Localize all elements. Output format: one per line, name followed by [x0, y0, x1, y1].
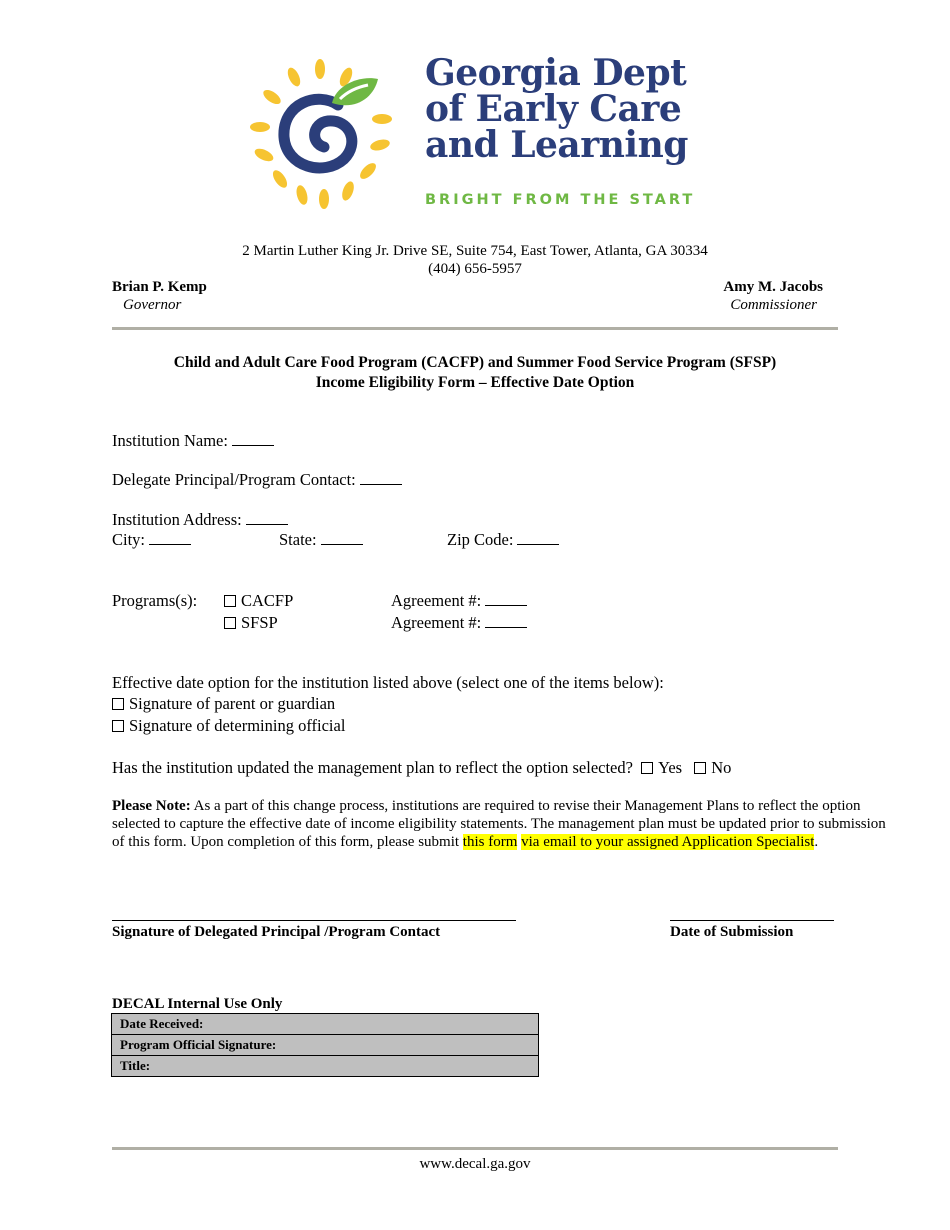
footer-divider	[112, 1147, 838, 1150]
date-label: Date of Submission	[670, 924, 794, 940]
plan-question: Has the institution updated the management plan to reflect the option selected?	[112, 758, 633, 777]
internal-table	[111, 1013, 539, 1077]
please-note	[112, 797, 887, 851]
delegate-blank[interactable]	[360, 471, 402, 485]
internal-date-received: Date Received:	[112, 1014, 539, 1035]
option-parent-label: Signature of parent or guardian	[129, 694, 336, 713]
effective-prompt: Effective date option for the institution listed above (select one of the items below):	[112, 673, 664, 692]
cacfp-agreement-blank[interactable]	[485, 592, 527, 606]
program-sfsp-option[interactable]	[224, 613, 278, 633]
delegate-label: Delegate Principal/Program Contact:	[112, 470, 356, 489]
sfsp-checkbox[interactable]	[224, 617, 236, 629]
address-label: Institution Address:	[112, 510, 242, 529]
phone: (404) 656-5957	[428, 261, 522, 277]
state-blank[interactable]	[321, 531, 363, 545]
tagline: BRIGHT FROM THE START	[425, 192, 696, 208]
institution-name-label: Institution Name:	[112, 431, 228, 450]
address: 2 Martin Luther King Jr. Drive SE, Suite 754, East Tower, Atlanta, GA 30334	[242, 243, 708, 259]
note-label: Please Note:	[112, 798, 191, 814]
yes-label: Yes	[658, 758, 683, 777]
form-title-line1: Child and Adult Care Food Program (CACFP) and Summer Food Service Program (SFSP)	[173, 354, 777, 371]
yes-checkbox[interactable]	[641, 762, 653, 774]
parent-checkbox[interactable]	[112, 698, 124, 710]
address-field[interactable]	[112, 510, 288, 530]
note-text: As a part of this change process, institutions are required to revise their Management Plans to reflect the option selected to capture the effective date of income eligibility statements. The management plan must be updated prior to submission of this form. Upon completion of this form, please submit	[112, 798, 886, 850]
programs-label: Programs(s):	[112, 591, 198, 610]
zip-label: Zip Code:	[447, 530, 514, 549]
yes-option[interactable]	[641, 758, 682, 777]
table-row	[112, 1056, 539, 1077]
delegate-field[interactable]	[112, 470, 402, 490]
header-divider	[112, 327, 838, 330]
cacfp-checkbox[interactable]	[224, 595, 236, 607]
cacfp-agreement-field[interactable]	[391, 591, 527, 611]
note-highlight-form: this form	[462, 834, 518, 850]
sfsp-label: SFSP	[241, 613, 278, 632]
signature-line[interactable]	[112, 920, 516, 921]
decal-logo	[240, 52, 712, 215]
state-field[interactable]	[279, 530, 363, 550]
internal-title: Title:	[112, 1056, 539, 1077]
agreement-label: Agreement #:	[391, 591, 482, 610]
plan-question-row	[112, 758, 731, 778]
form-title-line2: Income Eligibility Form – Effective Date Option	[315, 374, 635, 391]
institution-name-field[interactable]	[112, 431, 274, 451]
table-row	[112, 1014, 539, 1035]
sfsp-agreement-field[interactable]	[391, 613, 527, 633]
option-official-label: Signature of determining official	[129, 716, 346, 735]
signature-label: Signature of Delegated Principal /Program Contact	[112, 924, 441, 940]
governor-title: Governor	[123, 297, 182, 313]
footer-url[interactable]: www.decal.ga.gov	[419, 1156, 531, 1172]
address-blank[interactable]	[246, 511, 288, 525]
commissioner-name: Amy M. Jacobs	[723, 279, 823, 295]
option-parent[interactable]	[112, 694, 335, 714]
org-name-line1: Georgia Dept	[425, 52, 687, 94]
org-name-line3: and Learning	[425, 124, 688, 166]
internal-official-signature: Program Official Signature:	[112, 1035, 539, 1056]
city-field[interactable]	[112, 530, 191, 550]
no-checkbox[interactable]	[694, 762, 706, 774]
note-highlight-email: via email to your assigned Application Specialist	[521, 834, 815, 850]
official-checkbox[interactable]	[112, 720, 124, 732]
no-option[interactable]	[694, 758, 731, 777]
org-name-line2: of Early Care	[425, 88, 682, 130]
date-line[interactable]	[670, 920, 834, 921]
program-cacfp-option[interactable]	[224, 591, 293, 611]
sfsp-agreement-blank[interactable]	[485, 614, 527, 628]
zip-blank[interactable]	[517, 531, 559, 545]
no-label: No	[711, 758, 732, 777]
city-label: City:	[112, 530, 146, 549]
sun-swirl-icon	[240, 55, 400, 215]
institution-name-blank[interactable]	[232, 432, 274, 446]
agreement-label: Agreement #:	[391, 613, 482, 632]
option-official[interactable]	[112, 716, 345, 736]
commissioner-title: Commissioner	[730, 297, 817, 313]
state-label: State:	[279, 530, 317, 549]
internal-heading: DECAL Internal Use Only	[112, 996, 283, 1012]
cacfp-label: CACFP	[241, 591, 294, 610]
table-row	[112, 1035, 539, 1056]
governor-name: Brian P. Kemp	[112, 279, 207, 295]
org-name	[425, 52, 688, 166]
zip-field[interactable]	[447, 530, 559, 550]
note-end: .	[814, 834, 819, 850]
city-blank[interactable]	[149, 531, 191, 545]
